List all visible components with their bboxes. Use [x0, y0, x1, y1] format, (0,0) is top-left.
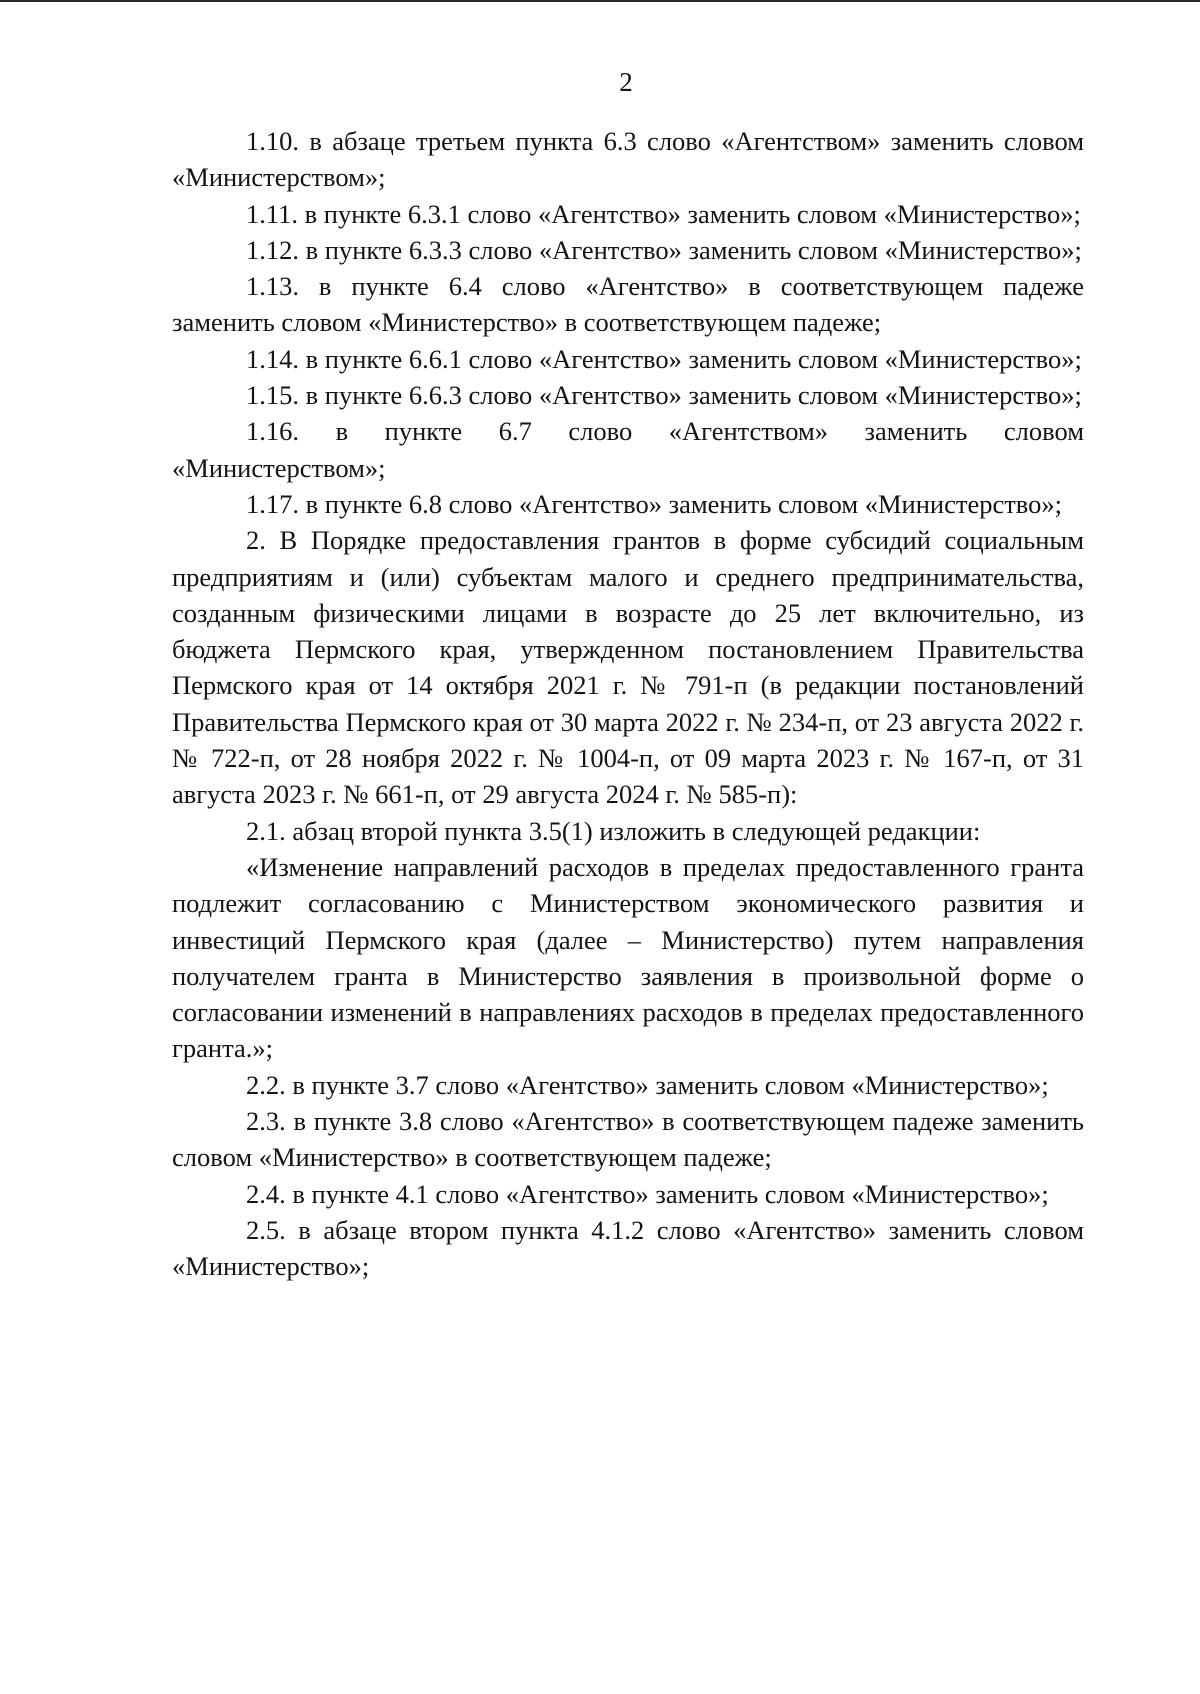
- paragraph-2-1-quote: «Изменение направлений расходов в пределах предоставленного гранта подлежит согласованию с Министерством экономического развития и инвестиций Пермского края (далее – Министерство) путем направления получателем гранта в Министерство заявления в произвольной форме о согласовании изменений в направлениях расходов в пределах предоставленного гранта.»;: [172, 851, 1084, 1064]
- paragraph-1-13: 1.13. в пункте 6.4 слово «Агентство» в соответствующем падеже заменить словом «Министерство» в соответствующем падеже;: [172, 271, 1084, 338]
- paragraph-2-5: 2.5. в абзаце втором пункта 4.1.2 слово «Агентство» заменить словом «Министерство»;: [172, 1214, 1084, 1282]
- paragraph-1-10: 1.10. в абзаце третьем пункта 6.3 слово «Агентством» заменить словом «Министерством»;: [172, 126, 1084, 193]
- paragraph-2-4: 2.4. в пункте 4.1 слово «Агентство» заменить словом «Министерство»;: [246, 1178, 1049, 1209]
- scan-top-edge: [0, 0, 1200, 2]
- paragraph-1-12: 1.12. в пункте 6.3.3 слово «Агентство» заменить словом «Министерство»;: [246, 234, 1082, 265]
- paragraph-1-16: 1.16. в пункте 6.7 слово «Агентством» заменить словом «Министерством»;: [172, 416, 1084, 483]
- paragraph-1-11: 1.11. в пункте 6.3.1 слово «Агентство» заменить словом «Министерство»;: [246, 198, 1081, 229]
- document-body: [172, 123, 1084, 1285]
- paragraph-1-17: 1.17. в пункте 6.8 слово «Агентство» заменить словом «Министерство»;: [246, 488, 1062, 519]
- paragraph-1-14: 1.14. в пункте 6.6.1 слово «Агентство» заменить словом «Министерство»;: [246, 343, 1082, 374]
- paragraph-2-3: 2.3. в пункте 3.8 слово «Агентство» в соответствующем падеже заменить словом «Министерство» в соответствующем падеже;: [172, 1106, 1084, 1173]
- paragraph-2: 2. В Порядке предоставления грантов в форме субсидий социальным предприятиям и (или) субъектам малого и среднего предпринимательства, созданным физическими лицами в возрасте до 25 лет включительно, из бюджета Пермского края, утвержденном постановлением Правительства Пермского края от 14 октября 2021 г. № 791-п (в редакции постановлений Правительства Пермского края от 30 марта 2022 г. № 234-п, от 23 августа 2022 г. № 722-п, от 28 ноября 2022 г. № 1004-п, от 09 марта 2023 г. № 167-п, от 31 августа 2023 г. № 661-п, от 29 августа 2024 г. № 585-п):: [172, 525, 1084, 810]
- paragraph-1-15: 1.15. в пункте 6.6.3 слово «Агентство» заменить словом «Министерство»;: [246, 380, 1082, 411]
- paragraph-2-1: 2.1. абзац второй пункта 3.5(1) изложить в следующей редакции:: [246, 815, 981, 846]
- paragraph-2-2: 2.2. в пункте 3.7 слово «Агентство» заменить словом «Министерство»;: [246, 1069, 1049, 1100]
- page-number: 2: [619, 67, 633, 97]
